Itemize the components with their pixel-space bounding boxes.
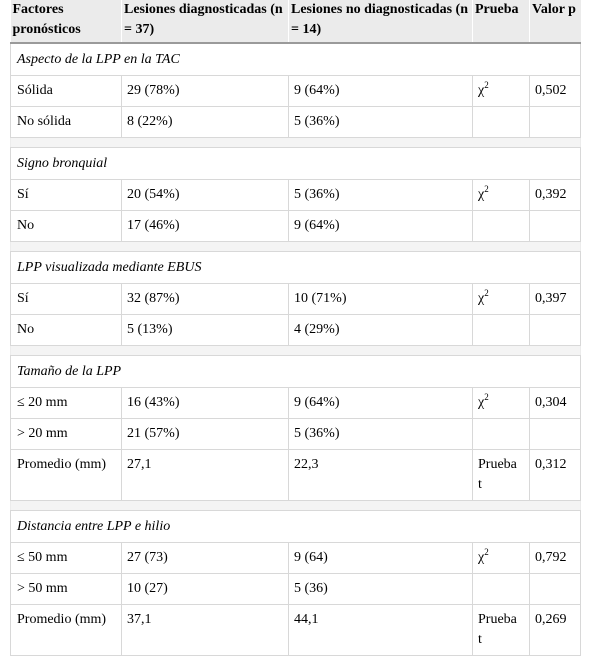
p-value-cell: 0,304 — [530, 388, 581, 419]
section-header-row — [11, 252, 581, 284]
diagnosed-cell: 20 (54%) — [122, 180, 289, 211]
section-spacer — [11, 501, 581, 511]
not-diagnosed-cell: 44,1 — [289, 605, 473, 656]
test-cell — [473, 284, 530, 315]
not-diagnosed-cell: 9 (64%) — [289, 388, 473, 419]
test-name: Prueba t — [478, 612, 517, 647]
factor-cell: > 50 mm — [11, 574, 122, 605]
table-body — [11, 43, 581, 656]
test-name: χ — [478, 395, 485, 410]
test-name: Prueba t — [478, 457, 517, 492]
factor-cell: Promedio (mm) — [11, 450, 122, 501]
not-diagnosed-cell: 5 (36%) — [289, 180, 473, 211]
diagnosed-cell: 32 (87%) — [122, 284, 289, 315]
diagnosed-cell: 29 (78%) — [122, 76, 289, 107]
header-not-diagnosed: Lesiones no diagnosticadas (n = 14) — [289, 0, 473, 43]
spacer-cell — [11, 346, 581, 356]
not-diagnosed-cell: 9 (64%) — [289, 76, 473, 107]
test-cell — [473, 543, 530, 574]
test-cell — [473, 315, 530, 346]
factor-cell: No sólida — [11, 107, 122, 138]
test-cell — [473, 450, 530, 501]
not-diagnosed-cell: 9 (64%) — [289, 211, 473, 242]
factor-cell: Promedio (mm) — [11, 605, 122, 656]
table-row — [11, 76, 581, 107]
section-title: Signo bronquial — [11, 148, 581, 180]
table-row — [11, 284, 581, 315]
spacer-cell — [11, 501, 581, 511]
not-diagnosed-cell: 5 (36%) — [289, 107, 473, 138]
not-diagnosed-cell: 5 (36) — [289, 574, 473, 605]
diagnosed-cell: 27 (73) — [122, 543, 289, 574]
diagnosed-cell: 21 (57%) — [122, 419, 289, 450]
table-row — [11, 574, 581, 605]
test-cell — [473, 107, 530, 138]
test-cell — [473, 76, 530, 107]
p-value-cell: 0,269 — [530, 605, 581, 656]
test-name: χ — [478, 187, 485, 202]
test-cell — [473, 388, 530, 419]
section-spacer — [11, 346, 581, 356]
not-diagnosed-cell: 5 (36%) — [289, 419, 473, 450]
test-cell — [473, 605, 530, 656]
p-value-cell — [530, 419, 581, 450]
section-title: LPP visualizada mediante EBUS — [11, 252, 581, 284]
table-row — [11, 450, 581, 501]
factor-cell: No — [11, 315, 122, 346]
test-superscript: 2 — [484, 547, 489, 557]
diagnosed-cell: 8 (22%) — [122, 107, 289, 138]
diagnosed-cell: 17 (46%) — [122, 211, 289, 242]
test-name: χ — [478, 550, 485, 565]
test-superscript: 2 — [484, 288, 489, 298]
p-value-cell: 0,397 — [530, 284, 581, 315]
header-row — [11, 0, 581, 43]
p-value-cell — [530, 211, 581, 242]
test-superscript: 2 — [484, 80, 489, 90]
not-diagnosed-cell: 4 (29%) — [289, 315, 473, 346]
diagnosed-cell: 5 (13%) — [122, 315, 289, 346]
table-row — [11, 388, 581, 419]
section-header-row — [11, 43, 581, 76]
table-header — [11, 0, 581, 43]
test-superscript: 2 — [484, 184, 489, 194]
header-diagnosed: Lesiones diagnosticadas (n = 37) — [122, 0, 289, 43]
header-test: Prueba — [473, 0, 530, 43]
not-diagnosed-cell: 9 (64) — [289, 543, 473, 574]
test-cell — [473, 419, 530, 450]
section-header-row — [11, 356, 581, 388]
table-row — [11, 211, 581, 242]
factor-cell: > 20 mm — [11, 419, 122, 450]
table-row — [11, 107, 581, 138]
diagnosed-cell: 10 (27) — [122, 574, 289, 605]
section-title: Distancia entre LPP e hilio — [11, 511, 581, 543]
section-header-row — [11, 511, 581, 543]
p-value-cell — [530, 107, 581, 138]
p-value-cell: 0,312 — [530, 450, 581, 501]
p-value-cell: 0,792 — [530, 543, 581, 574]
diagnosed-cell: 27,1 — [122, 450, 289, 501]
factor-cell: ≤ 20 mm — [11, 388, 122, 419]
prognostic-factors-table — [10, 0, 581, 656]
section-title: Tamaño de la LPP — [11, 356, 581, 388]
test-cell — [473, 180, 530, 211]
factor-cell: Sí — [11, 180, 122, 211]
p-value-cell: 0,392 — [530, 180, 581, 211]
section-header-row — [11, 148, 581, 180]
not-diagnosed-cell: 10 (71%) — [289, 284, 473, 315]
p-value-cell: 0,502 — [530, 76, 581, 107]
table-row — [11, 605, 581, 656]
p-value-cell — [530, 315, 581, 346]
test-superscript: 2 — [484, 392, 489, 402]
diagnosed-cell: 16 (43%) — [122, 388, 289, 419]
test-name: χ — [478, 291, 485, 306]
factor-cell: Sí — [11, 284, 122, 315]
factor-cell: Sólida — [11, 76, 122, 107]
not-diagnosed-cell: 22,3 — [289, 450, 473, 501]
test-cell — [473, 574, 530, 605]
section-spacer — [11, 242, 581, 252]
table-row — [11, 543, 581, 574]
factor-cell: ≤ 50 mm — [11, 543, 122, 574]
section-spacer — [11, 138, 581, 148]
spacer-cell — [11, 242, 581, 252]
spacer-cell — [11, 138, 581, 148]
section-title: Aspecto de la LPP en la TAC — [11, 43, 581, 76]
header-factors: Factores pronósticos — [11, 0, 122, 43]
test-cell — [473, 211, 530, 242]
table-row — [11, 315, 581, 346]
factor-cell: No — [11, 211, 122, 242]
table-row — [11, 419, 581, 450]
header-p-value: Valor p — [530, 0, 581, 43]
table-row — [11, 180, 581, 211]
test-name: χ — [478, 83, 485, 98]
p-value-cell — [530, 574, 581, 605]
diagnosed-cell: 37,1 — [122, 605, 289, 656]
